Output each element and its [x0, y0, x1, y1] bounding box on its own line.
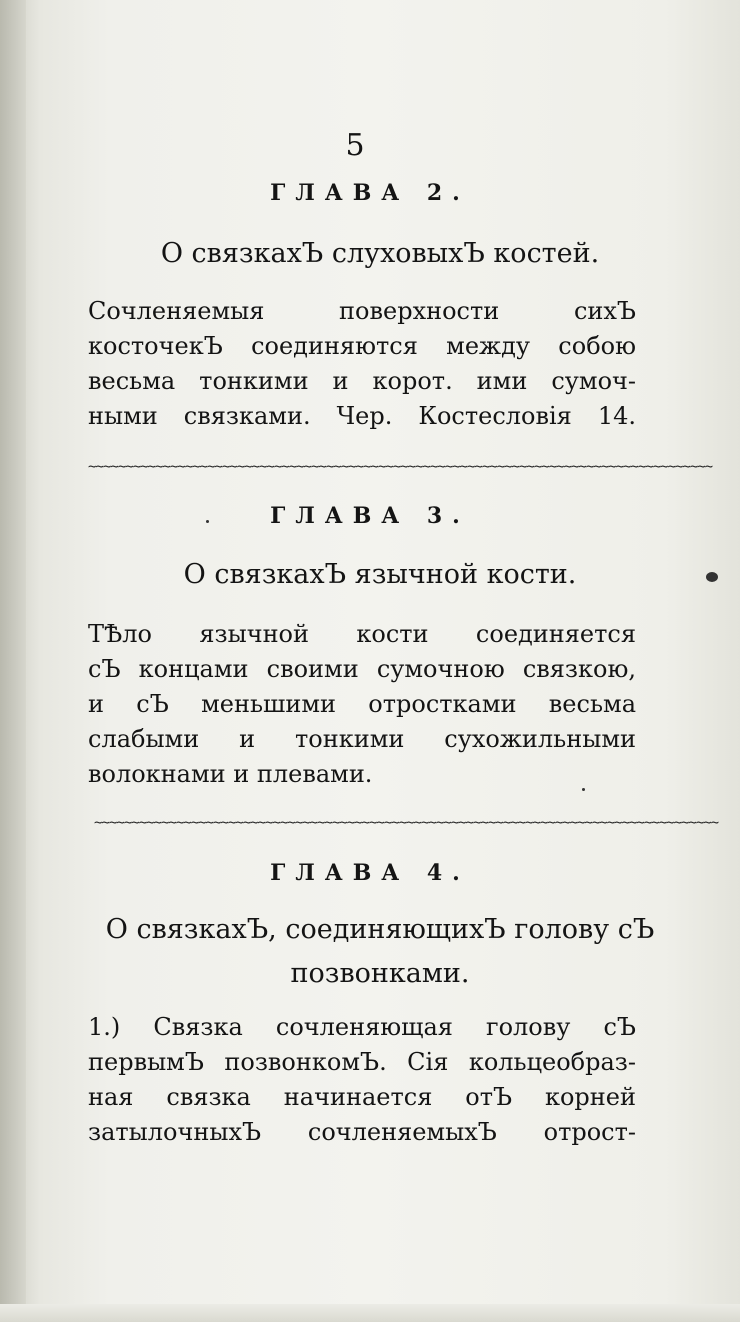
text-line: слабыми и тонкими сухожильными: [88, 725, 636, 753]
text-line: 1.) Связка сочленяющая голову сЪ: [88, 1013, 636, 1041]
chapter-4-title: ГЛАВА 4.: [270, 860, 470, 886]
ink-speck: [582, 788, 585, 791]
text-line: и сЪ меньшими отростками весьма: [88, 690, 636, 718]
text-line: сЪ концами своими сумочною связкою,: [88, 655, 636, 683]
text-line: затылочныхЪ сочленяемыхЪ отрост-: [88, 1118, 636, 1146]
text-line: весьма тонкими и корот. ими сумоч-: [88, 367, 636, 395]
text-line: первымЪ позвонкомЪ. Сія кольцеобраз-: [88, 1048, 636, 1076]
chapter-4-paragraph: [88, 1010, 636, 1150]
text-line: волокнами и плевами.: [88, 760, 373, 788]
ink-speck: [206, 520, 209, 523]
page-number: 5: [345, 128, 365, 163]
page-bottom-edge: [0, 1304, 740, 1322]
text-line: косточекЪ соединяются между собою: [88, 332, 636, 360]
text-line: ТѢло язычной кости соединяется: [88, 620, 636, 648]
chapter-2-heading: О связкахЪ слуховыхЪ костей.: [160, 238, 600, 269]
section-divider: ~~~~~~~~~~~~~~~~~~~~~~~~~~~~~~~~~~~~~~~~~~~~~~~~~~~~~~~~~~~~~~~~~~~~~~~~~~~~~~~~~~~~: [88, 459, 713, 475]
chapter-3-title: ГЛАВА 3.: [270, 503, 470, 529]
chapter-3-heading: О связкахЪ язычной кости.: [183, 559, 577, 590]
chapter-2-title: ГЛАВА 2.: [270, 180, 470, 206]
text-line: Сочленяемыя поверхности сихЪ: [88, 297, 636, 325]
text-line: ная связка начинается отЪ корней: [88, 1083, 636, 1111]
heading-line: позвонками.: [290, 958, 470, 989]
section-divider: ~~~~~~~~~~~~~~~~~~~~~~~~~~~~~~~~~~~~~~~~~~~~~~~~~~~~~~~~~~~~~~~~~~~~~~~~~~~~~~~~~~~~: [94, 815, 719, 831]
chapter-4-heading: [60, 908, 700, 996]
chapter-3-paragraph: [88, 617, 636, 792]
heading-line: О связкахЪ, соединяющихЪ голову сЪ: [105, 914, 655, 945]
text-line: ными связками. Чер. Костесловія 14.: [88, 402, 636, 430]
chapter-2-paragraph: [88, 294, 636, 434]
ink-speck: [706, 572, 718, 582]
